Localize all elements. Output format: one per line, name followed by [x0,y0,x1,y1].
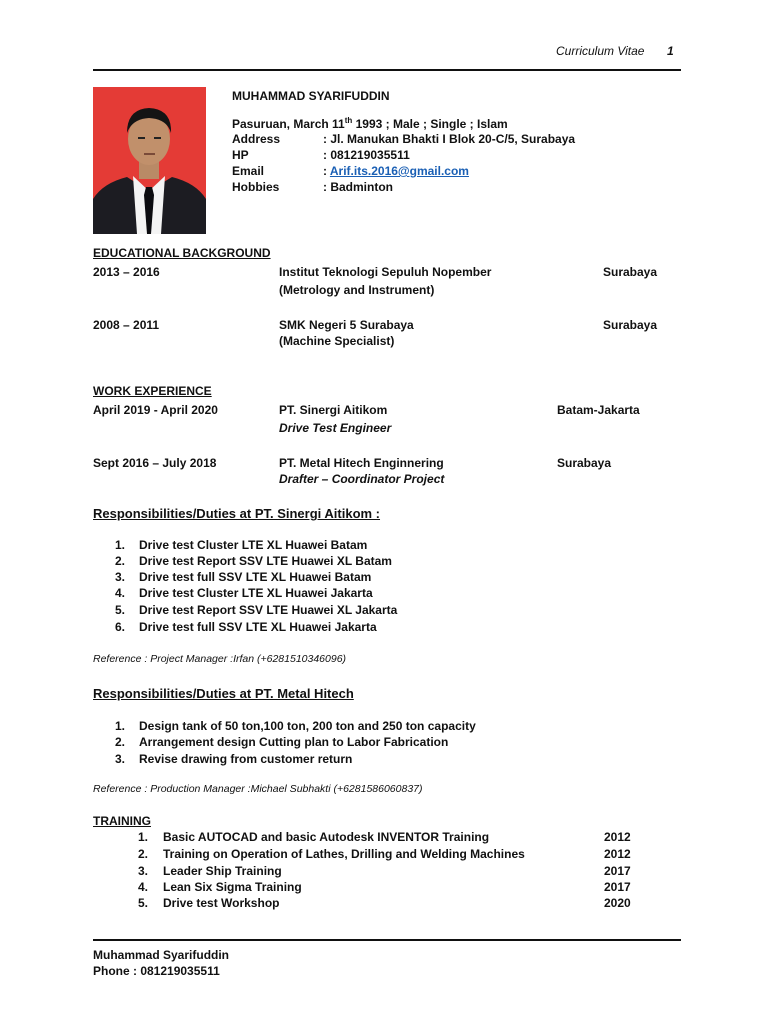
list-number: 6. [115,620,126,634]
training-year: 2012 [604,847,631,861]
birth-info [232,116,508,131]
responsibilities-metal-heading: Responsibilities/Duties at PT. Metal Hitech [93,686,354,701]
reference-sinergi: Reference : Project Manager :Irfan (+6281510346096) [93,653,347,665]
work-city: Surabaya [557,456,612,470]
training-year: 2017 [604,880,631,894]
list-number: 2. [138,847,149,861]
list-number: 3. [115,570,126,584]
training-heading: TRAINING [93,814,151,828]
header-title: Curriculum Vitae [556,44,645,58]
page-number: 1 [667,44,674,58]
training-year: 2020 [604,896,631,910]
list-item: Drive test Report SSV LTE Huawei XL Jakarta [139,603,398,617]
hobbies-value: : Badminton [323,180,393,194]
full-name: MUHAMMAD SYARIFUDDIN [232,89,390,103]
list-number: 1. [138,830,149,844]
training-year: 2017 [604,864,631,878]
edu-period: 2008 – 2011 [93,318,160,332]
training-name: Training on Operation of Lathes, Drilling and Welding Machines [163,847,525,861]
list-item: Revise drawing from customer return [139,752,353,766]
hobbies-label: Hobbies [232,180,280,194]
list-item: Drive test Cluster LTE XL Huawei Jakarta [139,586,373,600]
email-link[interactable]: Arif.its.2016@gmail.com [329,164,469,178]
edu-city: Surabaya [603,265,658,279]
list-item: Drive test full SSV LTE XL Huawei Jakarta [139,620,377,634]
edu-school: SMK Negeri 5 Surabaya [279,318,414,332]
profile-photo [93,87,206,234]
list-number: 5. [115,603,126,617]
edu-detail: (Machine Specialist) [279,334,395,348]
footer-name: Muhammad Syarifuddin [93,948,230,962]
work-company: PT. Metal Hitech Enginnering [279,456,444,470]
address-label: Address [232,132,281,146]
list-item: Arrangement design Cutting plan to Labor Fabrication [139,735,449,749]
work-city: Batam-Jakarta [557,403,640,417]
reference-metal: Reference : Production Manager :Michael Subhakti (+6281586060837) [93,783,423,795]
list-item: Drive test Report SSV LTE Huawei XL Batam [139,554,392,568]
footer-phone: Phone : 081219035511 [93,964,220,978]
training-name: Lean Six Sigma Training [163,880,302,894]
email-value [323,164,469,178]
list-item: Design tank of 50 ton,100 ton, 200 ton and 250 ton capacity [139,719,476,733]
email-colon: : [323,164,327,178]
birth-prefix: Pasuruan, March 11 [232,117,345,131]
work-heading: WORK EXPERIENCE [93,384,212,398]
work-company: PT. Sinergi Aitikom [279,403,388,417]
list-number: 2. [115,735,126,749]
list-number: 5. [138,896,149,910]
edu-city: Surabaya [603,318,658,332]
work-role: Drafter – Coordinator Project [279,472,445,486]
edu-detail: (Metrology and Instrument) [279,283,435,297]
work-period: Sept 2016 – July 2018 [93,456,217,470]
list-item: Drive test full SSV LTE XL Huawei Batam [139,570,372,584]
footer-rule [93,939,681,941]
training-name: Leader Ship Training [163,864,282,878]
portrait-illustration [93,87,206,234]
work-role: Drive Test Engineer [279,421,392,435]
header-rule [93,69,681,71]
training-name: Drive test Workshop [163,896,280,910]
list-number: 4. [115,586,126,600]
work-period: April 2019 - April 2020 [93,403,218,417]
email-label: Email [232,164,265,178]
list-number: 1. [115,538,126,552]
edu-school: Institut Teknologi Sepuluh Nopember [279,265,492,279]
training-year: 2012 [604,830,631,844]
list-number: 4. [138,880,149,894]
education-heading: EDUCATIONAL BACKGROUND [93,246,271,260]
list-number: 2. [115,554,126,568]
address-value: : Jl. Manukan Bhakti I Blok 20-C/5, Surabaya [323,132,576,146]
hp-label: HP [232,148,249,162]
responsibilities-sinergi-heading: Responsibilities/Duties at PT. Sinergi Aitikom : [93,506,381,521]
training-name: Basic AUTOCAD and basic Autodesk INVENTOR Training [163,830,490,844]
list-item: Drive test Cluster LTE XL Huawei Batam [139,538,368,552]
birth-superscript: th [344,116,353,125]
hp-value: : 081219035511 [323,148,410,162]
edu-period: 2013 – 2016 [93,265,160,279]
list-number: 3. [115,752,126,766]
list-number: 3. [138,864,149,878]
list-number: 1. [115,719,126,733]
birth-suffix: 1993 ; Male ; Single ; Islam [352,117,508,131]
